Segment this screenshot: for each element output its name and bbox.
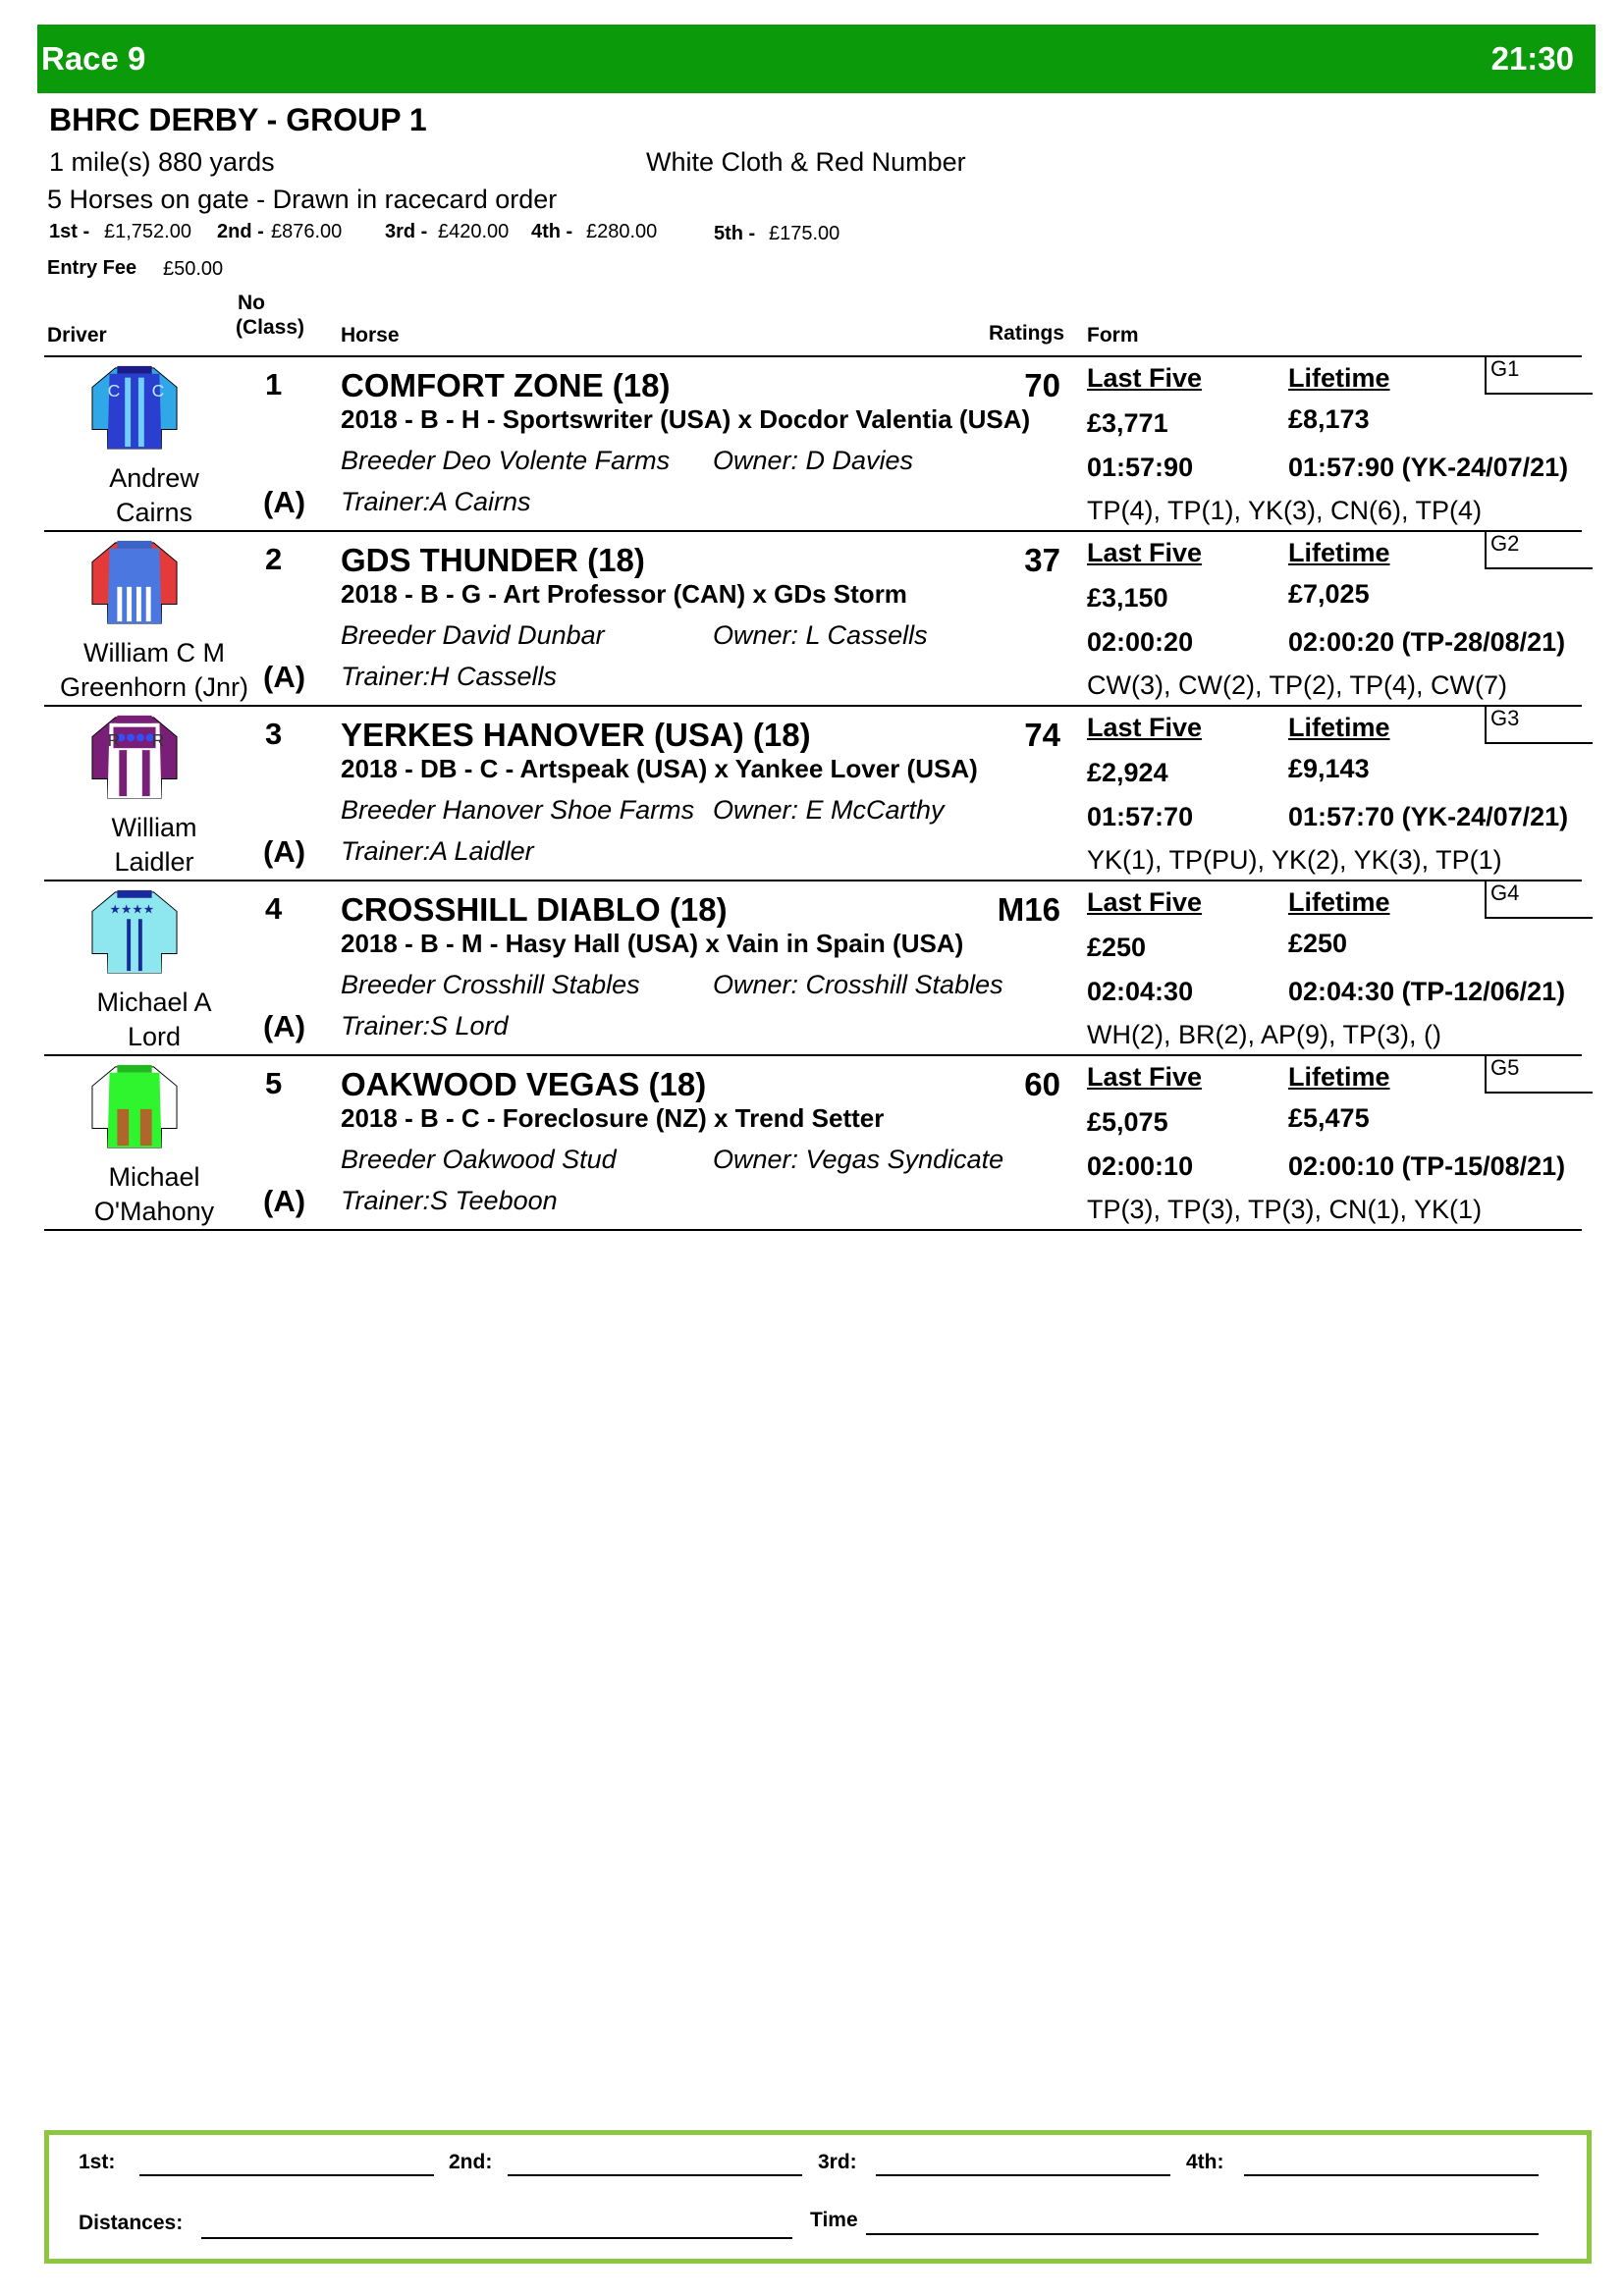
horse-rating: M16 (997, 891, 1060, 928)
prize-1-label: 1st - (49, 221, 90, 242)
saddle-number: 2 (265, 542, 283, 576)
saddle-number: 1 (265, 367, 283, 401)
driver-name (47, 811, 261, 880)
horse-name: CROSSHILL DIABLO (18) (341, 891, 728, 928)
owner: Owner: L Cassells (713, 620, 928, 650)
result-time-line[interactable] (866, 2233, 1539, 2235)
horse-name: YERKES HANOVER (USA) (18) (341, 717, 811, 753)
horse-rating: 37 (1024, 542, 1060, 578)
entry-divider (44, 1229, 1582, 1231)
race-entry (0, 357, 1624, 532)
horse-breeding: 2018 - DB - C - Artspeak (USA) x Yankee Lover (USA) (341, 754, 978, 783)
lifetime-header: Lifetime (1288, 713, 1390, 742)
lifetime-best-time: 02:00:20 (TP-28/08/21) (1288, 627, 1566, 657)
driver-second-line: O'Mahony (93, 1197, 215, 1226)
col-class: (Class) (236, 316, 305, 339)
race-entry (0, 881, 1624, 1056)
horse-breeding: 2018 - B - G - Art Professor (CAN) x GDs Storm (341, 579, 907, 609)
race-title: BHRC DERBY - GROUP 1 (49, 102, 427, 137)
svg-text:R: R (151, 730, 165, 751)
last-five-earnings: £2,924 (1087, 758, 1168, 787)
driver-first-line: William C M (83, 638, 225, 667)
last-five-earnings: £250 (1087, 933, 1147, 962)
recent-form: YK(1), TP(PU), YK(2), YK(3), TP(1) (1087, 845, 1502, 875)
last-five-earnings: £3,771 (1087, 408, 1168, 438)
saddle-number: 5 (265, 1066, 283, 1100)
col-no: No (238, 292, 265, 314)
gate-box: G4 (1485, 881, 1593, 919)
driver-name (47, 636, 261, 705)
col-driver: Driver (47, 324, 107, 347)
jockey-silks-icon (88, 362, 181, 451)
race-entry (0, 707, 1624, 881)
horse-class: (A) (263, 834, 306, 869)
horse-rating: 60 (1024, 1066, 1060, 1102)
horse-class: (A) (263, 1184, 306, 1218)
last-five-earnings: £3,150 (1087, 583, 1168, 613)
lifetime-header: Lifetime (1288, 363, 1390, 393)
last-five-header: Last Five (1087, 538, 1203, 567)
result-entry-box (44, 2130, 1592, 2264)
last-five-earnings: £5,075 (1087, 1107, 1168, 1137)
col-ratings: Ratings (989, 322, 1065, 345)
result-distances-label: Distances: (79, 2212, 184, 2234)
race-entry (0, 1056, 1624, 1231)
horse-name: GDS THUNDER (18) (341, 542, 645, 578)
last-five-best-time: 01:57:90 (1087, 453, 1194, 482)
race-time: 21:30 (1490, 40, 1574, 77)
last-five-best-time: 02:00:10 (1087, 1151, 1194, 1181)
last-five-best-time: 01:57:70 (1087, 802, 1194, 831)
driver-second-line: Lord (127, 1022, 182, 1051)
lifetime-best-time: 01:57:70 (YK-24/07/21) (1288, 802, 1569, 831)
horse-class: (A) (263, 660, 306, 694)
driver-first-line: William (111, 813, 197, 842)
driver-first-line: Michael A (96, 988, 212, 1017)
race-distance: 1 mile(s) 880 yards (49, 147, 275, 177)
driver-first-line: Michael (108, 1162, 200, 1192)
prize-4-value: £280.00 (586, 221, 658, 242)
cloth-info: White Cloth & Red Number (646, 147, 966, 177)
col-form: Form (1087, 324, 1139, 347)
prize-3-label: 3rd - (385, 221, 428, 242)
result-3rd-label: 3rd: (818, 2151, 857, 2173)
breeder: Breeder Deo Volente Farms (341, 446, 671, 475)
lifetime-earnings: £5,475 (1288, 1103, 1370, 1133)
horse-breeding: 2018 - B - H - Sportswriter (USA) x Docdor Valentia (USA) (341, 404, 1031, 434)
prize-5-value: £175.00 (769, 223, 840, 244)
jockey-silks-icon (88, 1061, 181, 1149)
horse-breeding: 2018 - B - C - Foreclosure (NZ) x Trend Setter (341, 1103, 885, 1133)
driver-second-line: Greenhorn (Jnr) (59, 672, 249, 702)
recent-form: CW(3), CW(2), TP(2), TP(4), CW(7) (1087, 670, 1507, 700)
breeder: Breeder Hanover Shoe Farms (341, 795, 695, 825)
trainer: Trainer:A Cairns (341, 487, 531, 516)
driver-second-line: Cairns (115, 498, 193, 527)
svg-text:C: C (151, 381, 165, 401)
horse-name: OAKWOOD VEGAS (18) (341, 1066, 707, 1102)
driver-first-line: Andrew (109, 463, 199, 493)
owner: Owner: D Davies (713, 446, 914, 475)
lifetime-earnings: £8,173 (1288, 404, 1370, 434)
trainer: Trainer:A Laidler (341, 836, 534, 866)
gate-box: G3 (1485, 707, 1593, 744)
horse-breeding: 2018 - B - M - Hasy Hall (USA) x Vain in Spain (USA) (341, 929, 964, 958)
prize-3-value: £420.00 (438, 221, 510, 242)
result-time-label: Time (810, 2209, 858, 2231)
trainer: Trainer:H Cassells (341, 662, 558, 691)
lifetime-best-time: 02:04:30 (TP-12/06/21) (1288, 977, 1566, 1006)
result-2nd-label: 2nd: (449, 2151, 493, 2173)
gate-box: G5 (1485, 1056, 1593, 1094)
lifetime-best-time: 01:57:90 (YK-24/07/21) (1288, 453, 1569, 482)
last-five-best-time: 02:04:30 (1087, 977, 1194, 1006)
owner: Owner: Vegas Syndicate (713, 1145, 1004, 1174)
gate-box: G2 (1485, 532, 1593, 569)
breeder: Breeder Crosshill Stables (341, 970, 640, 999)
race-entry (0, 532, 1624, 707)
prize-2-label: 2nd - (217, 221, 264, 242)
driver-name (47, 461, 261, 530)
prize-2-value: £876.00 (271, 221, 343, 242)
trainer: Trainer:S Lord (341, 1011, 509, 1041)
lifetime-header: Lifetime (1288, 538, 1390, 567)
lifetime-header: Lifetime (1288, 887, 1390, 917)
jockey-silks-icon (88, 712, 181, 800)
svg-text:R: R (107, 730, 121, 751)
entry-fee-value: £50.00 (163, 258, 224, 280)
result-2nd-line[interactable] (508, 2174, 802, 2176)
saddle-number: 3 (265, 717, 283, 751)
jockey-silks-icon (88, 537, 181, 625)
lifetime-best-time: 02:00:10 (TP-15/08/21) (1288, 1151, 1566, 1181)
recent-form: TP(3), TP(3), TP(3), CN(1), YK(1) (1087, 1195, 1483, 1224)
breeder: Breeder David Dunbar (341, 620, 605, 650)
last-five-header: Last Five (1087, 713, 1203, 742)
saddle-number: 4 (265, 891, 283, 926)
result-4th-label: 4th: (1186, 2151, 1224, 2173)
prize-5-label: 5th - (714, 223, 756, 244)
entry-fee-label: Entry Fee (47, 257, 137, 279)
recent-form: WH(2), BR(2), AP(9), TP(3), () (1087, 1020, 1442, 1049)
horse-class: (A) (263, 485, 306, 519)
result-4th-line[interactable] (1244, 2174, 1539, 2176)
last-five-header: Last Five (1087, 887, 1203, 917)
owner: Owner: Crosshill Stables (713, 970, 1003, 999)
result-3rd-line[interactable] (876, 2174, 1170, 2176)
trainer: Trainer:S Teeboon (341, 1186, 558, 1215)
breeder: Breeder Oakwood Stud (341, 1145, 617, 1174)
svg-text:★★★★: ★★★★ (109, 901, 155, 917)
result-distances-line[interactable] (201, 2237, 792, 2239)
race-header-bar (37, 25, 1596, 93)
last-five-header: Last Five (1087, 363, 1203, 393)
prize-1-value: £1,752.00 (104, 221, 191, 242)
horse-rating: 70 (1024, 367, 1060, 403)
result-1st-label: 1st: (79, 2151, 116, 2173)
horse-rating: 74 (1024, 717, 1060, 753)
col-horse: Horse (341, 324, 400, 347)
driver-name (47, 1160, 261, 1229)
lifetime-header: Lifetime (1288, 1062, 1390, 1092)
result-1st-line[interactable] (139, 2174, 434, 2176)
driver-second-line: Laidler (114, 847, 194, 877)
horse-name: COMFORT ZONE (18) (341, 367, 671, 403)
jockey-silks-icon (88, 886, 181, 975)
gate-box: G1 (1485, 357, 1593, 395)
driver-name (47, 986, 261, 1054)
race-number: Race 9 (41, 40, 146, 77)
horse-class: (A) (263, 1009, 306, 1043)
last-five-header: Last Five (1087, 1062, 1203, 1092)
owner: Owner: E McCarthy (713, 795, 945, 825)
lifetime-earnings: £250 (1288, 929, 1348, 958)
lifetime-earnings: £9,143 (1288, 754, 1370, 783)
svg-text:C: C (107, 381, 121, 401)
last-five-best-time: 02:00:20 (1087, 627, 1194, 657)
gate-info: 5 Horses on gate - Drawn in racecard order (47, 185, 558, 214)
lifetime-earnings: £7,025 (1288, 579, 1370, 609)
recent-form: TP(4), TP(1), YK(3), CN(6), TP(4) (1087, 496, 1483, 525)
prize-4-label: 4th - (531, 221, 573, 242)
